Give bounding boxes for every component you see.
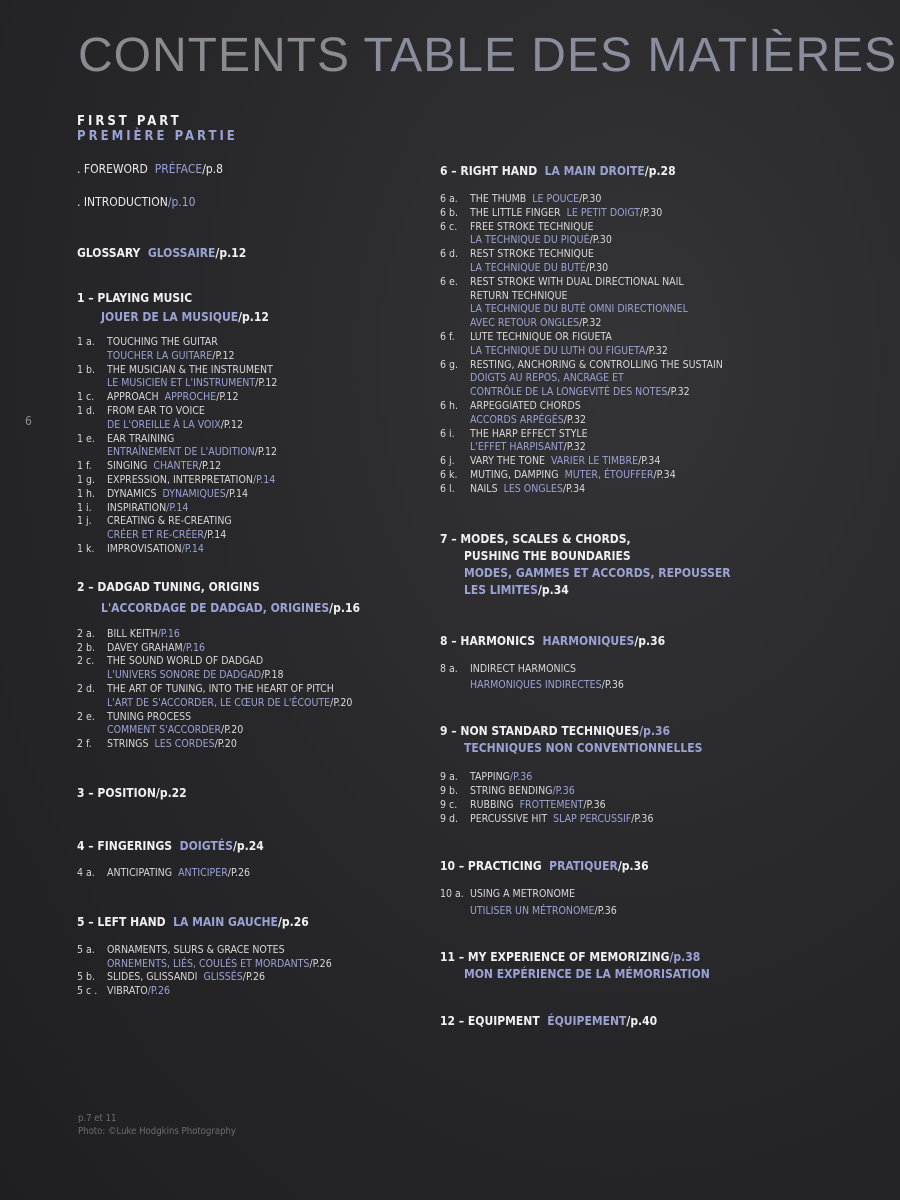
toc-item[interactable]: 6 h. ARPEGGIATED CHORDS bbox=[440, 399, 581, 412]
toc-item[interactable]: 1 a. TOUCHING THE GUITAR bbox=[77, 336, 218, 348]
toc-section-heading[interactable]: 1 – PLAYING MUSIC bbox=[77, 291, 193, 305]
toc-item[interactable]: 6 b. THE LITTLE FINGER LE PETIT DOIGT/P.30 bbox=[440, 206, 663, 219]
toc-item[interactable]: 6 j. VARY THE TONE VARIER LE TIMBRE/P.34 bbox=[440, 455, 661, 468]
toc-section-heading[interactable]: 5 – LEFT HAND LA MAIN GAUCHE/p.26 bbox=[77, 914, 309, 929]
toc-item[interactable]: 2 b. DAVEY GRAHAM/P.16 bbox=[77, 641, 205, 654]
toc-item[interactable]: 1 d. FROM EAR TO VOICE bbox=[77, 404, 205, 417]
photo-credit bbox=[78, 1112, 236, 1138]
toc-item[interactable]: 4 a. ANTICIPATING ANTICIPER/P.26 bbox=[77, 866, 251, 879]
toc-section-heading[interactable]: 6 – RIGHT HAND LA MAIN DROITE/p.28 bbox=[440, 164, 676, 178]
section-5 bbox=[77, 914, 417, 999]
section-7[interactable] bbox=[440, 531, 880, 599]
right-column bbox=[440, 163, 880, 1030]
toc-item[interactable]: 1 j. CREATING & RE-CREATING bbox=[77, 515, 232, 528]
toc-item[interactable]: 8 a. INDIRECT HARMONICS bbox=[440, 662, 576, 675]
toc-item[interactable]: 2 c. THE SOUND WORLD OF DADGAD bbox=[77, 655, 264, 668]
toc-item-fr[interactable]: LA TECHNIQUE DU BUTÉ/P.30 bbox=[470, 261, 609, 274]
toc-section-heading-fr[interactable]: TECHNIQUES NON CONVENTIONNELLES bbox=[464, 741, 703, 756]
credit-pages: p.7 et 11 bbox=[78, 1113, 117, 1124]
toc-item[interactable]: 2 e. TUNING PROCESS bbox=[77, 710, 192, 723]
toc-section-heading: 7 – MODES, SCALES & CHORDS, bbox=[440, 531, 631, 546]
toc-section-heading-fr[interactable]: L'ACCORDAGE DE DADGAD, ORIGINES/p.16 bbox=[101, 600, 360, 615]
toc-item-fr[interactable]: LA TECHNIQUE DU LUTH OU FIGUETA/P.32 bbox=[470, 344, 668, 357]
toc-item[interactable]: 6 a. THE THUMB LE POUCE/P.30 bbox=[440, 193, 602, 205]
toc-item[interactable]: 6 c. FREE STROKE TECHNIQUE bbox=[440, 220, 594, 233]
toc-item[interactable]: 6 f. LUTE TECHNIQUE OR FIGUETA bbox=[440, 330, 612, 343]
toc-item[interactable]: 1 e. EAR TRAINING bbox=[77, 432, 175, 445]
toc-item[interactable]: 6 i. THE HARP EFFECT STYLE bbox=[440, 427, 588, 440]
title-en: CONTENTS bbox=[78, 29, 350, 82]
section-8 bbox=[440, 633, 880, 694]
section-6 bbox=[440, 163, 880, 497]
toc-section-12[interactable]: 12 – EQUIPMENT ÉQUIPEMENT/p.40 bbox=[440, 1013, 658, 1028]
page-title bbox=[78, 28, 897, 83]
toc-item-fr[interactable]: LE MUSICIEN ET L'INSTRUMENT/P.12 bbox=[107, 377, 278, 390]
toc-section-heading-cont: PUSHING THE BOUNDARIES bbox=[464, 548, 631, 563]
toc-section-heading[interactable]: 4 – FINGERINGS DOIGTÉS/p.24 bbox=[77, 838, 264, 853]
toc-item-fr[interactable]: LA TECHNIQUE DU BUTÉ OMNI DIRECTIONNEL bbox=[470, 303, 688, 316]
toc-item-fr[interactable]: COMMENT S'ACCORDER/P.20 bbox=[107, 724, 244, 737]
left-column bbox=[77, 114, 417, 999]
toc-glossary[interactable]: GLOSSARY GLOSSAIRE/p.12 bbox=[77, 246, 247, 260]
toc-item[interactable]: 1 g. EXPRESSION, INTERPRETATION/P.14 bbox=[77, 473, 276, 486]
toc-item[interactable]: 1 i. INSPIRATION/P.14 bbox=[77, 501, 189, 514]
toc-item-cont[interactable]: RETURN TECHNIQUE bbox=[470, 289, 568, 302]
toc-item-fr[interactable]: CRÉER ET RE-CRÉER/P.14 bbox=[107, 529, 227, 542]
toc-section-heading-fr: MODES, GAMMES ET ACCORDS, REPOUSSER bbox=[464, 565, 731, 580]
section-11[interactable] bbox=[440, 949, 880, 983]
toc-item[interactable]: 6 l. NAILS LES ONGLES/P.34 bbox=[440, 482, 586, 495]
toc-item[interactable]: 10 a. USING A METRONOME bbox=[440, 888, 576, 901]
toc-item[interactable]: 2 d. THE ART OF TUNING, INTO THE HEART OF PITCH bbox=[77, 682, 334, 695]
toc-section-heading[interactable]: 8 – HARMONICS HARMONIQUES/p.36 bbox=[440, 633, 666, 648]
toc-item-fr[interactable]: L'UNIVERS SONORE DE DADGAD/P.18 bbox=[107, 669, 284, 682]
section-2 bbox=[77, 579, 417, 752]
toc-item[interactable]: 9 c. RUBBING FROTTEMENT/P.36 bbox=[440, 798, 606, 811]
toc-item-fr[interactable]: HARMONIQUES INDIRECTES/P.36 bbox=[470, 679, 624, 692]
toc-item-fr[interactable]: L'ART DE S'ACCORDER, LE CŒUR DE L'ÉCOUTE/P.20 bbox=[107, 696, 353, 709]
toc-section-heading-fr[interactable]: JOUER DE LA MUSIQUE/p.12 bbox=[101, 310, 269, 324]
toc-section-heading-fr: LES LIMITES/p.34 bbox=[464, 582, 569, 597]
toc-item[interactable]: 6 e. REST STROKE WITH DUAL DIRECTIONAL NAIL bbox=[440, 275, 684, 288]
toc-item-fr[interactable]: UTILISER UN MÉTRONOME/P.36 bbox=[470, 905, 617, 918]
toc-foreword[interactable]: . FOREWORD PRÉFACE/p.8 bbox=[77, 162, 224, 176]
toc-item[interactable]: 1 b. THE MUSICIAN & THE INSTRUMENT bbox=[77, 363, 273, 376]
toc-section-heading-fr: MON EXPÉRIENCE DE LA MÉMORISATION bbox=[464, 966, 710, 981]
page-number: 6 bbox=[25, 414, 32, 428]
toc-item[interactable]: 1 k. IMPROVISATION/P.14 bbox=[77, 542, 204, 555]
toc-item[interactable]: 6 d. REST STROKE TECHNIQUE bbox=[440, 248, 594, 261]
toc-item-fr[interactable]: DE L'OREILLE À LA VOIX/P.12 bbox=[107, 418, 243, 431]
toc-item[interactable]: 5 c . VIBRATO/P.26 bbox=[77, 985, 170, 998]
toc-introduction[interactable]: . INTRODUCTION/p.10 bbox=[77, 195, 196, 209]
toc-item-fr[interactable]: ACCORDS ARPÉGÉS/P.32 bbox=[470, 413, 586, 426]
toc-section-heading[interactable]: 10 – PRACTICING PRATIQUER/p.36 bbox=[440, 859, 649, 874]
toc-item-fr[interactable]: ORNEMENTS, LIÉS, COULÉS ET MORDANTS/P.26 bbox=[107, 957, 332, 970]
toc-item[interactable]: 5 a. ORNAMENTS, SLURS & GRACE NOTES bbox=[77, 943, 285, 956]
toc-item[interactable]: 1 f. SINGING CHANTER/P.12 bbox=[77, 460, 222, 473]
toc-item[interactable]: 1 h. DYNAMICS DYNAMIQUES/P.14 bbox=[77, 487, 249, 500]
part-heading-en: FIRST PART bbox=[77, 114, 182, 129]
toc-item[interactable]: 1 c. APPROACH APPROCHE/P.12 bbox=[77, 391, 239, 404]
section-1 bbox=[77, 290, 417, 557]
section-10 bbox=[440, 858, 880, 919]
toc-item-fr[interactable]: L'EFFET HARPISANT/P.32 bbox=[470, 441, 586, 454]
credit-photo: Photo: ©Luke Hodgkins Photography bbox=[78, 1126, 236, 1137]
toc-item-fr[interactable]: AVEC RETOUR ONGLES/P.32 bbox=[470, 317, 602, 330]
toc-item[interactable]: 6 g. RESTING, ANCHORING & CONTROLLING THE SUSTAIN bbox=[440, 358, 723, 371]
toc-section-heading[interactable]: 9 – NON STANDARD TECHNIQUES/p.36 bbox=[440, 724, 671, 739]
toc-item[interactable]: 9 b. STRING BENDING/P.36 bbox=[440, 784, 575, 797]
toc-item[interactable]: 9 a. TAPPING/P.36 bbox=[440, 771, 533, 784]
toc-item[interactable]: 6 k. MUTING, DAMPING MUTER, ÉTOUFFER/P.34 bbox=[440, 468, 676, 481]
toc-item-fr[interactable]: TOUCHER LA GUITARE/P.12 bbox=[107, 349, 235, 362]
toc-item-fr[interactable]: LA TECHNIQUE DU PIQUÉ/P.30 bbox=[470, 234, 612, 247]
toc-item[interactable]: 5 b. SLIDES, GLISSANDI GLISSÉS/P.26 bbox=[77, 971, 266, 984]
toc-item-fr[interactable]: DOIGTS AU REPOS, ANCRAGE ET bbox=[470, 372, 624, 385]
section-4 bbox=[77, 838, 417, 881]
toc-item-fr[interactable]: ENTRAÎNEMENT DE L'AUDITION/P.12 bbox=[107, 446, 278, 459]
part-heading-fr: PREMIÈRE PARTIE bbox=[77, 129, 238, 144]
toc-section-heading[interactable]: 2 – DADGAD TUNING, ORIGINS bbox=[77, 579, 260, 594]
toc-item[interactable]: 2 f. STRINGS LES CORDES/P.20 bbox=[77, 738, 237, 751]
toc-item[interactable]: 9 d. PERCUSSIVE HIT SLAP PERCUSSIF/P.36 bbox=[440, 812, 654, 825]
toc-section-3[interactable]: 3 – POSITION/p.22 bbox=[77, 785, 187, 800]
toc-item[interactable]: 2 a. BILL KEITH/P.16 bbox=[77, 627, 180, 640]
toc-section-heading: 11 – MY EXPERIENCE OF MEMORIZING/p.38 bbox=[440, 949, 701, 964]
toc-item-fr[interactable]: CONTRÔLE DE LA LONGEVITÉ DES NOTES/P.32 bbox=[470, 386, 690, 399]
section-9 bbox=[440, 723, 880, 826]
title-fr: TABLE DES MATIÈRES bbox=[363, 29, 898, 82]
